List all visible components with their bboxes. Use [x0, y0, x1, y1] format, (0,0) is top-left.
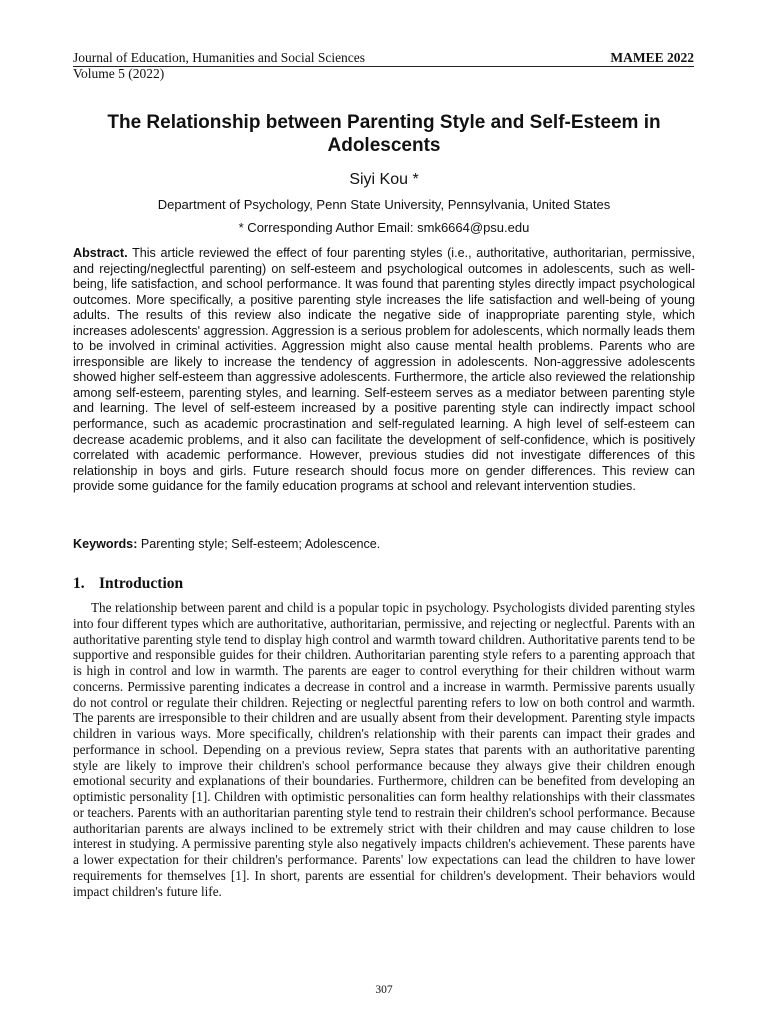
section-title: Introduction	[99, 575, 184, 592]
keywords-text: Parenting style; Self-esteem; Adolescence.	[140, 537, 381, 551]
abstract-text: This article reviewed the effect of four parenting styles (i.e., authoritative, authoritarian, permissive, and rejecting/neglectful parenting) on self-esteem and psychological outcomes in adolescents, such as well-being, life satisfaction, and school performance. It was found that parenting styles directly impact psychological outcomes. More specifically, a positive parenting style increases the life satisfaction and well-being of young adults. The results of this review also indicate the negative side of inappropriate parenting style, which increases adolescents' aggression. Aggression is a serious problem for adolescents, which normally leads them to be involved in criminal activities. Aggression might also cause mental health problems. Parents who are irresponsible are likely to increase the tendency of aggression in adolescents. Non-aggressive adolescents showed higher self-esteem than aggressive adolescents. Furthermore, the article also reviewed the relationship among self-esteem, parenting styles, and learning. Self-esteem serves as a mediator between parenting style and learning. The level of self-esteem increased by a positive parenting style can indirectly impact school performance, such as academic procrastination and self-regulated learning. A high level of self-esteem can decrease academic problems, and it also can facilitate the development of self-confidence, which is positively correlated with academic performance. However, previous studies did not investigate differences of this relationship in boys and girls. Future research should focus more on gender differences. This review can provide some guidance for the family education programs at school and relevant intervention studies.	[73, 246, 695, 494]
abstract	[73, 246, 695, 495]
body-paragraph: The relationship between parent and child is a popular topic in psychology. Psychologists divided parenting styles into four different types which are authoritative, authoritarian, permissive, and rejecting or neglectful. Parents with an authoritative parenting style tend to display high control and warmth toward children. Authoritative parents tend to be supportive and responsible guides for their children. Authoritarian parenting style refers to a parenting approach that is high in control and low in warmth. The parents are eager to control everything for their children without warm concerns. Permissive parenting indicates a decrease in control and a increase in warmth. Permissive parents usually do not control or regulate their children. Rejecting or neglectful parenting refers to low on both control and warmth. The parents are irresponsible to their children and are usually absent from their development. Parenting style impacts children in various ways. More specifically, children's relationship with their parents can impact their grades and performance in school. Depending on a previous review, Sepra states that parents with an authoritative parenting style are likely to improve their children's school performance because they always give their children enough emotional security and explanations of their boundaries. Furthermore, children can be benefited from developing an optimistic personality [1]. Children with optimistic personalities can form healthy relationships with their classmates or teachers. Parents with an authoritarian parenting style tend to restrain their children's school performance. Because authoritarian parents are always inclined to be extremely strict with their children and may cause children to lose interest in studying. A permissive parenting style also negatively impacts children's achievement. These parents have a lower expectation for their children's performance. Parents' low expectations can lead the children to have lower requirements for themselves [1]. In short, parents are essential for children's development. Their behaviors would impact children's future life.	[73, 600, 695, 899]
abstract-label: Abstract.	[73, 246, 128, 260]
conference-name: MAMEE 2022	[610, 50, 694, 65]
journal-name: Journal of Education, Humanities and Social Sciences	[73, 50, 366, 65]
section-number: 1.	[73, 575, 85, 592]
keywords	[73, 536, 695, 552]
author-name: Siyi Kou *	[349, 171, 419, 188]
volume-info: Volume 5 (2022)	[73, 66, 165, 81]
section-heading	[73, 574, 183, 594]
page-number: 307	[375, 984, 393, 996]
paper-title: The Relationship between Parenting Style and Self-Esteem in Adolescents	[107, 112, 661, 156]
corresponding-author-email: * Corresponding Author Email: smk6664@psu.edu	[238, 220, 530, 235]
keywords-label: Keywords:	[73, 537, 138, 551]
header-divider	[73, 66, 694, 67]
author-affiliation: Department of Psychology, Penn State University, Pennsylvania, United States	[157, 197, 611, 212]
